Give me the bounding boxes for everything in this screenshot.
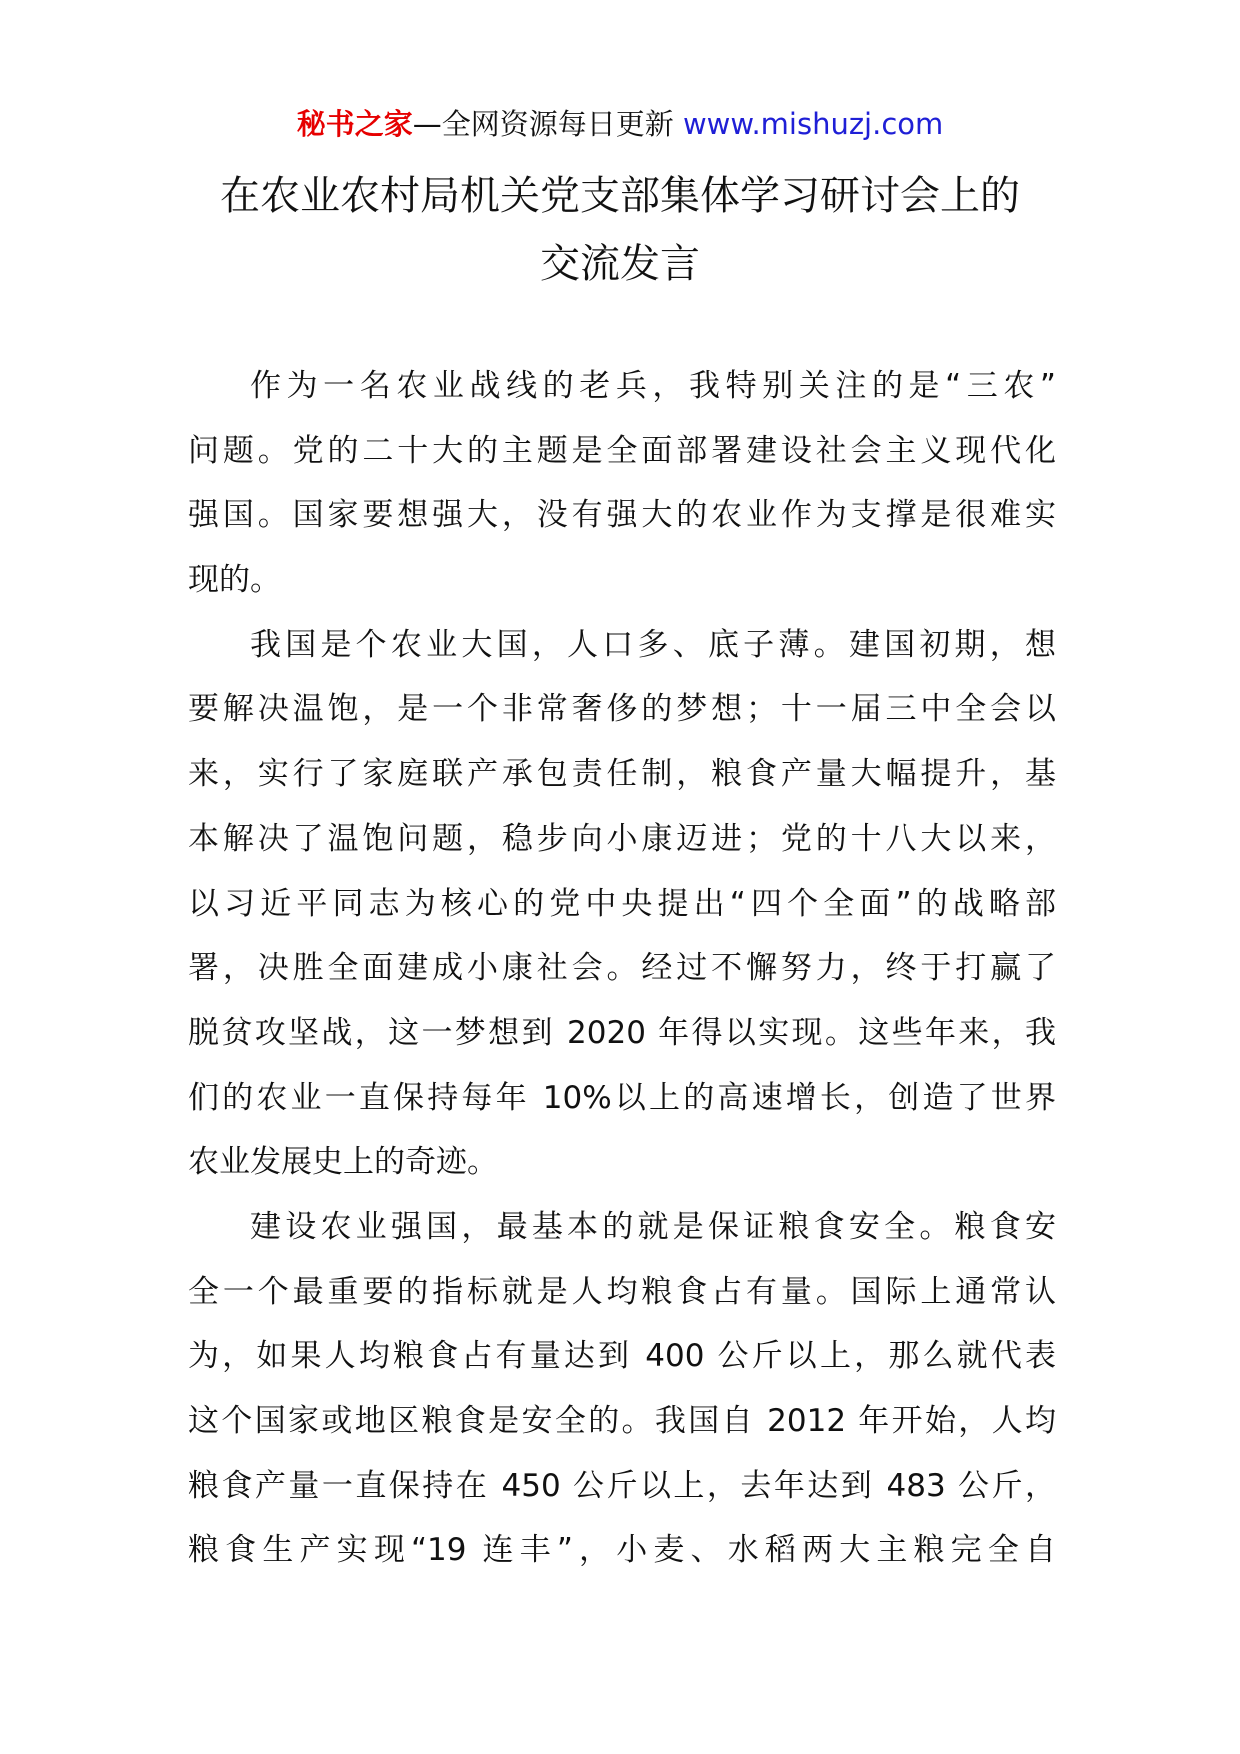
paragraph-line: 为，如果人均粮食占有量达到 400 公斤以上，那么就代表 bbox=[188, 1338, 1056, 1375]
paragraph bbox=[188, 354, 1056, 613]
paragraph-line: 农业发展史上的奇迹。 bbox=[188, 1144, 498, 1181]
paragraph-line: 以习近平同志为核心的党中央提出“四个全面”的战略部 bbox=[188, 885, 1056, 922]
paragraph-line: 现的。 bbox=[188, 562, 281, 599]
paragraph-line: 粮食生产实现“19 连丰”，小麦、水稻两大主粮完全自 bbox=[188, 1532, 1056, 1569]
title-line: 交流发言 bbox=[540, 241, 700, 287]
paragraph-line: 来，实行了家庭联产承包责任制，粮食产量大幅提升，基 bbox=[188, 756, 1056, 793]
paragraph-line: 强国。国家要想强大，没有强大的农业作为支撑是很难实 bbox=[188, 497, 1056, 534]
document-body bbox=[188, 354, 1056, 1583]
paragraph-line: 全一个最重要的指标就是人均粮食占有量。国际上通常认 bbox=[188, 1273, 1056, 1310]
document-title bbox=[0, 162, 1240, 298]
paragraph-line: 要解决温饱，是一个非常奢侈的梦想；十一届三中全会以 bbox=[188, 691, 1056, 728]
paragraph-line: 建设农业强国，最基本的就是保证粮食安全。粮食安 bbox=[250, 1208, 1056, 1245]
paragraph-line: 本解决了温饱问题，稳步向小康迈进；党的十八大以来， bbox=[188, 820, 1056, 857]
paragraph-line: 署，决胜全面建成小康社会。经过不懈努力，终于打赢了 bbox=[188, 950, 1056, 987]
site-url-link[interactable]: www.mishuzj.com bbox=[682, 107, 944, 141]
site-brand: 秘书之家 bbox=[296, 107, 413, 141]
paragraph-line: 我国是个农业大国，人口多、底子薄。建国初期，想 bbox=[250, 626, 1056, 663]
paragraph-line: 问题。党的二十大的主题是全面部署建设社会主义现代化 bbox=[188, 432, 1056, 469]
paragraph-line: 作为一名农业战线的老兵，我特别关注的是“三农” bbox=[250, 368, 1056, 404]
site-header bbox=[0, 104, 1240, 144]
title-line: 在农业农村局机关党支部集体学习研讨会上的 bbox=[220, 173, 1020, 219]
paragraph bbox=[188, 1195, 1056, 1583]
paragraph-line: 这个国家或地区粮食是安全的。我国自 2012 年开始，人均 bbox=[188, 1403, 1056, 1439]
site-tagline: —全网资源每日更新 bbox=[412, 107, 674, 141]
paragraph bbox=[188, 613, 1056, 1195]
paragraph-line: 粮食产量一直保持在 450 公斤以上，去年达到 483 公斤， bbox=[188, 1467, 1056, 1504]
paragraph-line: 们的农业一直保持每年 10%以上的高速增长，创造了世界 bbox=[188, 1079, 1056, 1116]
paragraph-line: 脱贫攻坚战，这一梦想到 2020 年得以实现。这些年来，我 bbox=[188, 1014, 1056, 1051]
